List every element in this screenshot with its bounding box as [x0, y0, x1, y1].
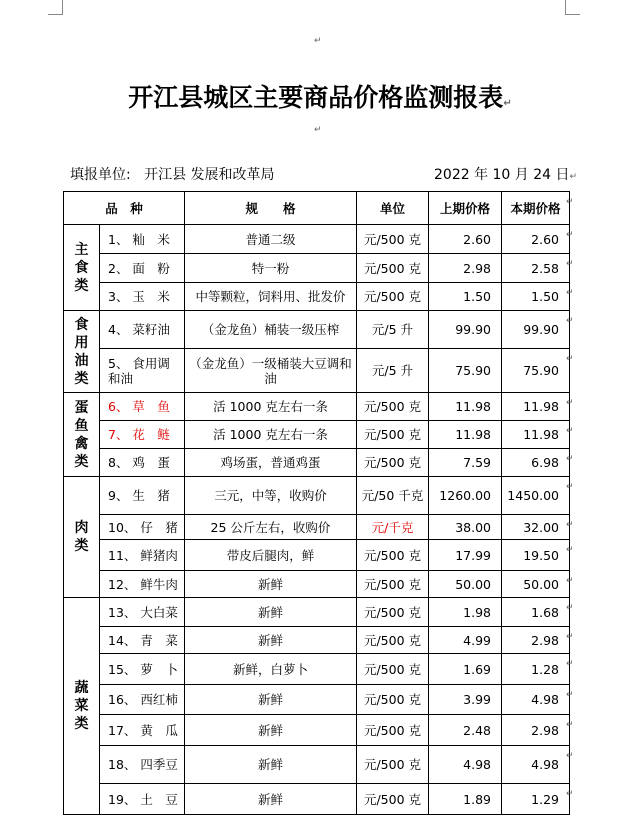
curr-price: 2.60	[502, 225, 570, 254]
item-name: 7、 花 鲢	[100, 421, 185, 449]
table-row	[64, 685, 570, 715]
table-row	[64, 421, 570, 449]
item-spec: 新鲜	[185, 571, 357, 598]
category-cell: 蔬菜类	[64, 598, 100, 815]
item-spec: 活 1000 克左右一条	[185, 421, 357, 449]
row-end-mark: ↵	[566, 426, 574, 436]
table-row	[64, 393, 570, 421]
item-name: 9、 生 猪	[100, 477, 185, 515]
item-unit: 元/500 克	[357, 393, 429, 421]
page-corner-marker-left	[48, 0, 63, 15]
prev-price: 17.99	[429, 540, 502, 571]
table-row	[64, 349, 570, 393]
report-date: 2022 年 10 月 24 日↵	[434, 167, 578, 183]
header-item: 品 种	[64, 192, 185, 225]
category-cell: 食用油类	[64, 311, 100, 393]
category-cell: 主食类	[64, 225, 100, 311]
prev-price: 38.00	[429, 515, 502, 540]
table-row	[64, 311, 570, 349]
item-unit: 元/5 升	[357, 349, 429, 393]
row-end-mark: ↵	[566, 197, 574, 207]
item-spec: 鸡场蛋，普通鸡蛋	[185, 449, 357, 477]
row-end-mark: ↵	[566, 720, 574, 730]
row-end-mark: ↵	[566, 690, 574, 700]
row-end-mark: ↵	[566, 545, 574, 555]
prev-price: 11.98	[429, 393, 502, 421]
item-spec: 中等颗粒，饲料用、批发价	[185, 283, 357, 311]
item-name: 16、 西红柿	[100, 685, 185, 715]
table-row	[64, 654, 570, 685]
item-name: 2、 面 粉	[100, 254, 185, 283]
row-end-mark: ↵	[566, 751, 574, 761]
item-spec: 三元，中等，收购价	[185, 477, 357, 515]
prev-price: 1.50	[429, 283, 502, 311]
item-name: 8、 鸡 蛋	[100, 449, 185, 477]
row-end-mark: ↵	[566, 482, 574, 492]
table-row	[64, 225, 570, 254]
row-end-mark: ↵	[566, 354, 574, 364]
prev-price: 2.60	[429, 225, 502, 254]
table-row	[64, 627, 570, 654]
item-spec: 特一粉	[185, 254, 357, 283]
table-row	[64, 515, 570, 540]
item-spec: 新鲜，白萝卜	[185, 654, 357, 685]
table-header-row	[64, 192, 570, 225]
table-row	[64, 746, 570, 784]
prev-price: 1.98	[429, 598, 502, 627]
row-end-mark: ↵	[566, 789, 574, 799]
row-end-mark: ↵	[566, 659, 574, 669]
price-table	[63, 191, 570, 815]
item-name: 6、 草 鱼	[100, 393, 185, 421]
item-unit: 元/500 克	[357, 654, 429, 685]
prev-price: 1.89	[429, 784, 502, 815]
table-row	[64, 540, 570, 571]
curr-price: 1.28	[502, 654, 570, 685]
curr-price: 1.29	[502, 784, 570, 815]
header-curr-price: 本期价格	[502, 192, 570, 225]
item-spec: 新鲜	[185, 784, 357, 815]
row-end-mark: ↵	[566, 603, 574, 613]
curr-price: 4.98	[502, 746, 570, 784]
row-end-mark: ↵	[566, 454, 574, 464]
item-unit: 元/500 克	[357, 746, 429, 784]
item-spec: （金龙鱼）一级桶装大豆调和油	[185, 349, 357, 393]
table-row	[64, 598, 570, 627]
item-unit: 元/500 克	[357, 254, 429, 283]
curr-price: 1.50	[502, 283, 570, 311]
prev-price: 2.98	[429, 254, 502, 283]
prev-price: 50.00	[429, 571, 502, 598]
item-name: 12、 鲜牛肉	[100, 571, 185, 598]
reporter-name: 开江县 发展和改革局	[144, 167, 275, 183]
item-name: 4、 菜籽油	[100, 311, 185, 349]
prev-price: 2.48	[429, 715, 502, 746]
item-spec: 新鲜	[185, 715, 357, 746]
header-spec: 规 格	[185, 192, 357, 225]
item-unit: 元/500 克	[357, 784, 429, 815]
prev-price: 4.99	[429, 627, 502, 654]
curr-price: 2.98	[502, 715, 570, 746]
curr-price: 4.98	[502, 685, 570, 715]
item-unit: 元/500 克	[357, 715, 429, 746]
row-end-mark: ↵	[566, 230, 574, 240]
curr-price: 99.90	[502, 311, 570, 349]
item-spec: 普通二级	[185, 225, 357, 254]
prev-price: 99.90	[429, 311, 502, 349]
table-row	[64, 715, 570, 746]
row-end-mark: ↵	[566, 520, 574, 530]
category-cell: 肉类	[64, 477, 100, 598]
prev-price: 7.59	[429, 449, 502, 477]
curr-price: 1450.00	[502, 477, 570, 515]
prev-price: 4.98	[429, 746, 502, 784]
prev-price: 1260.00	[429, 477, 502, 515]
item-unit: 元/500 克	[357, 225, 429, 254]
item-spec: （金龙鱼）桶装一级压榨	[185, 311, 357, 349]
item-name: 13、 大白菜	[100, 598, 185, 627]
header-unit: 单位	[357, 192, 429, 225]
item-unit: 元/500 克	[357, 449, 429, 477]
item-name: 14、 青 菜	[100, 627, 185, 654]
page-title: 开江县城区主要商品价格监测报表↵	[128, 83, 512, 112]
item-spec: 带皮后腿肉，鲜	[185, 540, 357, 571]
curr-price: 19.50	[502, 540, 570, 571]
item-spec: 活 1000 克左右一条	[185, 393, 357, 421]
curr-price: 11.98	[502, 393, 570, 421]
prev-price: 11.98	[429, 421, 502, 449]
item-name: 3、 玉 米	[100, 283, 185, 311]
item-unit: 元/500 克	[357, 598, 429, 627]
item-spec: 新鲜	[185, 627, 357, 654]
item-name: 11、 鲜猪肉	[100, 540, 185, 571]
table-row	[64, 283, 570, 311]
prev-price: 75.90	[429, 349, 502, 393]
item-name: 5、 食用调和油	[100, 349, 185, 393]
row-end-mark: ↵	[566, 259, 574, 269]
item-name: 18、 四季豆	[100, 746, 185, 784]
curr-price: 2.98	[502, 627, 570, 654]
table-row	[64, 571, 570, 598]
category-cell: 蛋鱼禽类	[64, 393, 100, 477]
item-spec: 新鲜	[185, 746, 357, 784]
paragraph-mark: ↵	[314, 36, 322, 46]
item-spec: 25 公斤左右，收购价	[185, 515, 357, 540]
table-row	[64, 784, 570, 815]
item-name: 10、 仔 猪	[100, 515, 185, 540]
item-unit: 元/500 克	[357, 283, 429, 311]
item-unit: 元/500 克	[357, 685, 429, 715]
item-unit: 元/50 千克	[357, 477, 429, 515]
item-spec: 新鲜	[185, 598, 357, 627]
row-end-mark: ↵	[566, 576, 574, 586]
item-unit: 元/500 克	[357, 627, 429, 654]
item-name: 19、 土 豆	[100, 784, 185, 815]
header-prev-price: 上期价格	[429, 192, 502, 225]
row-end-mark: ↵	[566, 288, 574, 298]
curr-price: 11.98	[502, 421, 570, 449]
table-row	[64, 449, 570, 477]
page-corner-marker-right	[565, 0, 580, 15]
table-row	[64, 477, 570, 515]
paragraph-mark: ↵	[314, 125, 322, 135]
item-unit: 元/千克	[357, 515, 429, 540]
reporter-line	[70, 164, 275, 184]
item-unit: 元/500 克	[357, 421, 429, 449]
row-end-mark: ↵	[566, 632, 574, 642]
table-row	[64, 254, 570, 283]
item-name: 15、 萝 卜	[100, 654, 185, 685]
curr-price: 75.90	[502, 349, 570, 393]
curr-price: 1.68	[502, 598, 570, 627]
reporter-label: 填报单位:	[70, 167, 131, 183]
curr-price: 6.98	[502, 449, 570, 477]
curr-price: 2.58	[502, 254, 570, 283]
row-end-mark: ↵	[566, 398, 574, 408]
item-unit: 元/5 升	[357, 311, 429, 349]
item-unit: 元/500 克	[357, 571, 429, 598]
item-name: 1、 籼 米	[100, 225, 185, 254]
prev-price: 3.99	[429, 685, 502, 715]
item-spec: 新鲜	[185, 685, 357, 715]
row-end-mark: ↵	[566, 316, 574, 326]
item-unit: 元/500 克	[357, 540, 429, 571]
curr-price: 32.00	[502, 515, 570, 540]
prev-price: 1.69	[429, 654, 502, 685]
curr-price: 50.00	[502, 571, 570, 598]
item-name: 17、 黄 瓜	[100, 715, 185, 746]
